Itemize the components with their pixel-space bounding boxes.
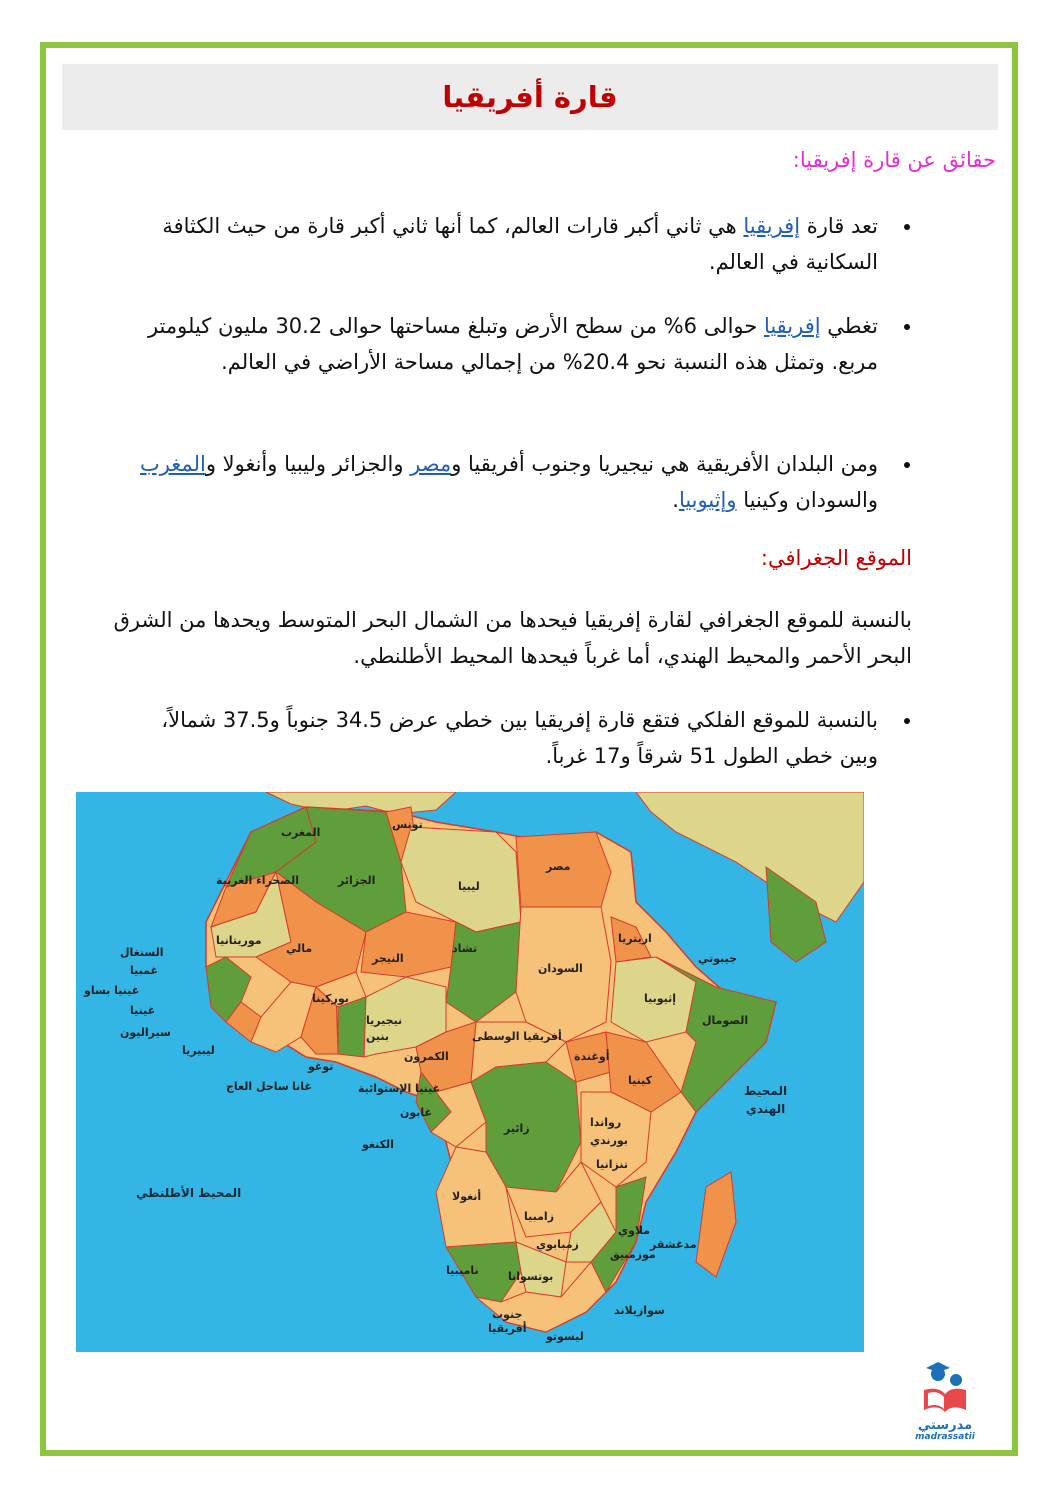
bullet-countries — [112, 446, 912, 518]
map-label-ghana: غانا — [292, 1080, 312, 1093]
map-label-sudan: السودان — [538, 962, 583, 975]
africa-link[interactable]: إفريقيا — [763, 314, 821, 338]
map-label-liberia: ليبيريا — [182, 1044, 215, 1057]
africa-map — [76, 792, 864, 1352]
map-label-congo: الكنغو — [362, 1138, 394, 1151]
map-label-guinea-bissau: غينيا بساو — [84, 984, 140, 997]
map-label-algeria: الجزائر — [338, 874, 376, 887]
map-label-tanzania: تنزانيا — [596, 1158, 628, 1171]
map-label-malawi: ملاوي — [618, 1224, 651, 1237]
africa-link[interactable]: إفريقيا — [743, 214, 801, 238]
map-label-burundi: بورندي — [590, 1134, 628, 1147]
map-label-south-africa-2: أفريقيا — [488, 1322, 527, 1335]
map-label-swaziland: سوازيلاند — [614, 1304, 665, 1317]
bullet-astronomical-location: بالنسبة للموقع الفلكي فتقع قارة إفريقيا بين خطي عرض 34.5 جنوباً و37.5 شمالاً، وبين خطي الطول 51 شرقاً و17 غرباً. — [132, 702, 912, 774]
map-label-djibouti: جيبوتي — [698, 952, 738, 965]
map-label-mali: مالي — [286, 942, 313, 955]
bullet-text: . — [672, 488, 679, 512]
map-label-tunisia: تونس — [392, 818, 423, 831]
bullet-area-size — [112, 308, 912, 380]
map-label-nigeria: نيجيريا — [366, 1014, 403, 1027]
page-title: قارة أفريقيا — [442, 80, 618, 114]
map-label-eritrea: اريتريا — [618, 932, 652, 945]
map-label-egypt: مصر — [546, 860, 571, 873]
map-label-zambia: زامبيا — [524, 1210, 555, 1223]
map-label-botswana: بوتسوانا — [508, 1270, 554, 1283]
map-label-angola: أنغولا — [452, 1190, 482, 1203]
madrassati-logo — [900, 1360, 990, 1442]
map-label-somalia: الصومال — [702, 1014, 749, 1027]
map-label-south-africa: جنوب — [492, 1308, 523, 1321]
map-label-ethiopia: إثيوبيا — [644, 992, 677, 1005]
bullet-area-rank — [142, 208, 912, 280]
bullet-text: والجزائر وليبيا وأنغولا و — [205, 452, 411, 476]
map-label-benin: بنين — [366, 1030, 390, 1043]
bullet-text: والسودان وكينيا — [736, 488, 878, 512]
map-label-guinea: غينيا — [130, 1004, 156, 1017]
bullet-text: ومن البلدان الأفريقية هي نيجيريا وجنوب أفريقيا و — [451, 452, 878, 476]
map-label-kenya: كينيا — [628, 1074, 652, 1087]
indian-ocean-label-line1: المحيط — [744, 1084, 788, 1098]
map-label-namibia: ناميبيا — [446, 1264, 479, 1277]
ethiopia-link[interactable]: وإثيوبيا — [678, 488, 737, 512]
map-label-sierra-leone: سيراليون — [120, 1026, 171, 1039]
logo-latin-text: madrassatii — [915, 1432, 975, 1442]
map-label-zimbabwe: زمبابوي — [536, 1238, 579, 1251]
map-label-gabon: غابون — [400, 1106, 433, 1119]
title-bar — [62, 64, 998, 130]
map-label-burkina: بوركينا — [312, 992, 349, 1005]
map-label-togo: توغو — [308, 1060, 334, 1073]
bullet-text: هي ثاني أكبر قارات العالم، كما أنها ثاني أكبر قارة من حيث الكثافة السكانية في العالم. — [162, 214, 878, 274]
facts-heading: حقائق عن قارة إفريقيا: — [792, 148, 996, 172]
map-label-gambia: غمبيا — [130, 964, 158, 977]
logo-icon — [900, 1360, 990, 1418]
map-label-lesotho: ليسوتو — [546, 1330, 584, 1343]
map-label-mozambique: موزمبيق — [610, 1248, 656, 1261]
map-label-libya: ليبيا — [458, 880, 480, 893]
map-label-cameroon: الكمرون — [404, 1050, 449, 1063]
map-label-niger: النيجر — [372, 952, 404, 965]
indian-ocean-label-line2: الهندي — [745, 1102, 786, 1116]
atlantic-ocean-label: المحيط الأطلنطي — [136, 1186, 242, 1200]
map-label-senegal: السنغال — [120, 946, 164, 959]
map-label-mauritania: موريتانيا — [216, 934, 262, 947]
egypt-link[interactable]: مصر — [410, 452, 452, 476]
map-label-chad: تشاد — [452, 942, 478, 955]
bullet-text: تغطي — [820, 314, 878, 338]
map-label-zaire: زائير — [504, 1122, 530, 1135]
map-label-eq-guinea: غينيا الإستوائية — [358, 1082, 441, 1095]
map-label-uganda: أوغندة — [574, 1050, 610, 1063]
map-label-madagascar: مدغشقر — [650, 1238, 697, 1251]
map-label-morocco: المغرب — [281, 826, 321, 839]
indian-ocean-label — [744, 1082, 787, 1118]
geo-paragraph: بالنسبة للموقع الجغرافي لقارة إفريقيا فيحدها من الشمال البحر المتوسط ويحدها من الشرق البحر الأحمر والمحيط الهندي، أما غرباً فيحدها المحيط الأطلنطي. — [113, 608, 912, 668]
map-label-western-sahara: الصحراء الغربية — [216, 874, 299, 887]
bullet-text: تعد قارة — [800, 214, 878, 238]
logo-arabic-text: مدرستي — [917, 1418, 973, 1433]
bullet-text: حوالى 6% من سطح الأرض وتبلغ مساحتها حوالى 30.2 مليون كيلومتر مربع. وتمثل هذه النسبة نحو 20.4% من إجمالي مساحة الأراضي في العالم. — [147, 314, 878, 374]
map-label-car: أفريقيا الوسطى — [472, 1030, 562, 1043]
morocco-link[interactable]: المغرب — [139, 452, 206, 476]
map-label-ivory-coast: ساحل العاج — [226, 1080, 289, 1093]
geo-heading: الموقع الجغرافي: — [760, 546, 912, 570]
map-label-rwanda: رواندا — [590, 1116, 622, 1129]
